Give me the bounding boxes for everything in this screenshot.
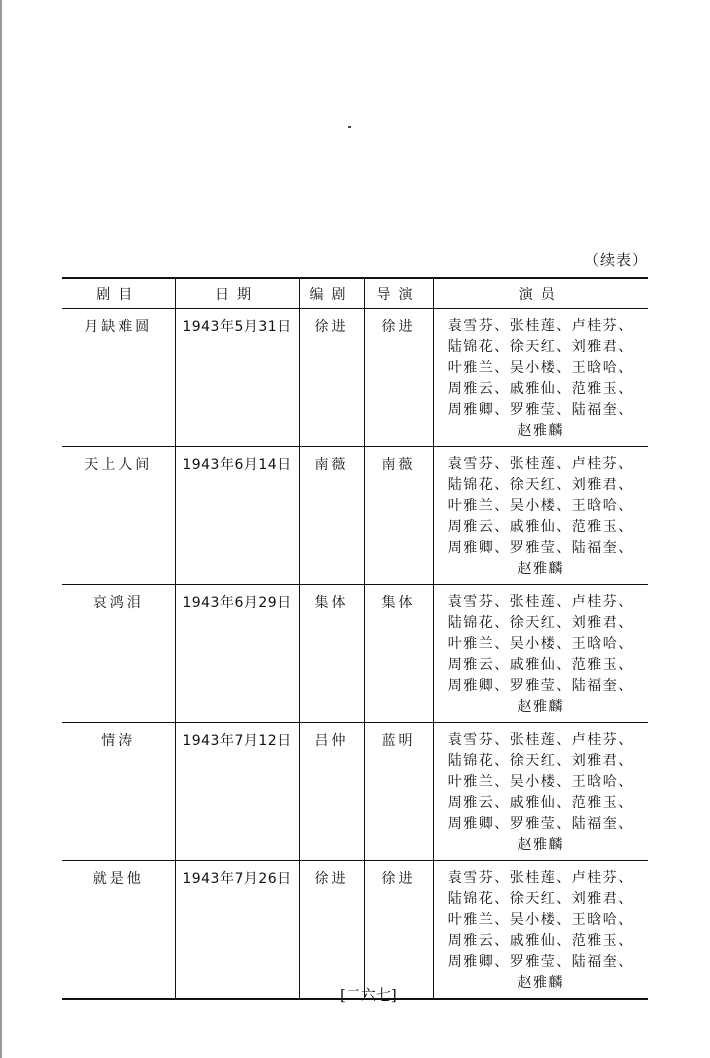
premiere-date: 1943年6月14日: [175, 447, 299, 585]
cast-line: 袁雪芬、张桂莲、卢桂芬、: [447, 870, 634, 886]
cast-line: 陆锦花、徐天红、刘雅君、: [447, 477, 634, 493]
premiere-date: 1943年5月31日: [175, 309, 299, 447]
playwright: 徐进: [299, 861, 364, 1000]
cast-line: 袁雪芬、张桂莲、卢桂芬、: [447, 594, 634, 610]
playwright: 吕仲: [299, 723, 364, 861]
table-row: [62, 309, 648, 447]
table-row: [62, 447, 648, 585]
cast-line: 赵雅麟: [517, 423, 564, 439]
cast-line: 周雅卿、罗雅莹、陆福奎、: [447, 678, 634, 694]
cast-line: 周雅云、戚雅仙、范雅玉、: [447, 795, 634, 811]
cast-line: 赵雅麟: [517, 837, 564, 853]
cast-line: 叶雅兰、吴小楼、王晗哈、: [447, 912, 634, 928]
director: 南薇: [364, 447, 433, 585]
table-row: [62, 723, 648, 861]
header-row: [62, 278, 648, 309]
playwright: 南薇: [299, 447, 364, 585]
premiere-date: 1943年6月29日: [175, 585, 299, 723]
director: 蓝明: [364, 723, 433, 861]
cast-line: 袁雪芬、张桂莲、卢桂芬、: [447, 456, 634, 472]
play-title: 天上人间: [62, 447, 175, 585]
header-director: 导演: [364, 278, 433, 309]
cast-line: 周雅云、戚雅仙、范雅玉、: [447, 933, 634, 949]
play-title: 情涛: [62, 723, 175, 861]
cast-line: 周雅卿、罗雅莹、陆福奎、: [447, 816, 634, 832]
cast-line: 叶雅兰、吴小楼、王晗哈、: [447, 498, 634, 514]
director: 徐进: [364, 861, 433, 1000]
cast-line: 周雅卿、罗雅莹、陆福奎、: [447, 954, 634, 970]
table-row: [62, 861, 648, 1000]
cast-line: 叶雅兰、吴小楼、王晗哈、: [447, 360, 634, 376]
play-title: 月缺难圆: [62, 309, 175, 447]
cast-line: 叶雅兰、吴小楼、王晗哈、: [447, 774, 634, 790]
play-title: 就是他: [92, 871, 144, 887]
cast-line: 赵雅麟: [517, 699, 564, 715]
premiere-date: 1943年7月12日: [175, 723, 299, 861]
cast-line: 赵雅麟: [517, 561, 564, 577]
page-number: [二六七]: [340, 986, 397, 1004]
header-date: 日期: [175, 278, 299, 309]
playwright: 徐进: [299, 309, 364, 447]
header-cast: 演员: [433, 278, 648, 309]
cast-line: 袁雪芬、张桂莲、卢桂芬、: [447, 318, 634, 334]
cast-line: 周雅云、戚雅仙、范雅玉、: [447, 657, 634, 673]
cast-list: [433, 861, 648, 1000]
header-writer: 编剧: [299, 278, 364, 309]
cast-line: 周雅云、戚雅仙、范雅玉、: [447, 381, 634, 397]
cast-list: [433, 447, 648, 585]
cast-line: 陆锦花、徐天红、刘雅君、: [447, 339, 634, 355]
cast-line: 袁雪芬、张桂莲、卢桂芬、: [447, 732, 634, 748]
cast-line: 陆锦花、徐天红、刘雅君、: [447, 753, 634, 769]
playwright: 集体: [299, 585, 364, 723]
scan-speck: [348, 126, 351, 128]
cast-list: [433, 723, 648, 861]
page-edge: [0, 0, 2, 1058]
continuation-label: （续表）: [583, 251, 648, 269]
cast-line: 周雅云、戚雅仙、范雅玉、: [447, 519, 634, 535]
play-title: 哀鸿泪: [62, 585, 175, 723]
director: 集体: [364, 585, 433, 723]
premiere-date: 1943年7月26日: [175, 861, 299, 1000]
cast-list: [433, 309, 648, 447]
performance-table: [62, 277, 648, 1000]
director: 徐进: [364, 309, 433, 447]
table-row: [62, 585, 648, 723]
header-title: 剧目: [62, 278, 175, 309]
cast-list: [433, 585, 648, 723]
cast-line: 周雅卿、罗雅莹、陆福奎、: [447, 402, 634, 418]
cast-line: 赵雅麟: [517, 975, 564, 991]
cast-line: 叶雅兰、吴小楼、王晗哈、: [447, 636, 634, 652]
cast-line: 陆锦花、徐天红、刘雅君、: [447, 891, 634, 907]
cast-line: 周雅卿、罗雅莹、陆福奎、: [447, 540, 634, 556]
cast-line: 陆锦花、徐天红、刘雅君、: [447, 615, 634, 631]
